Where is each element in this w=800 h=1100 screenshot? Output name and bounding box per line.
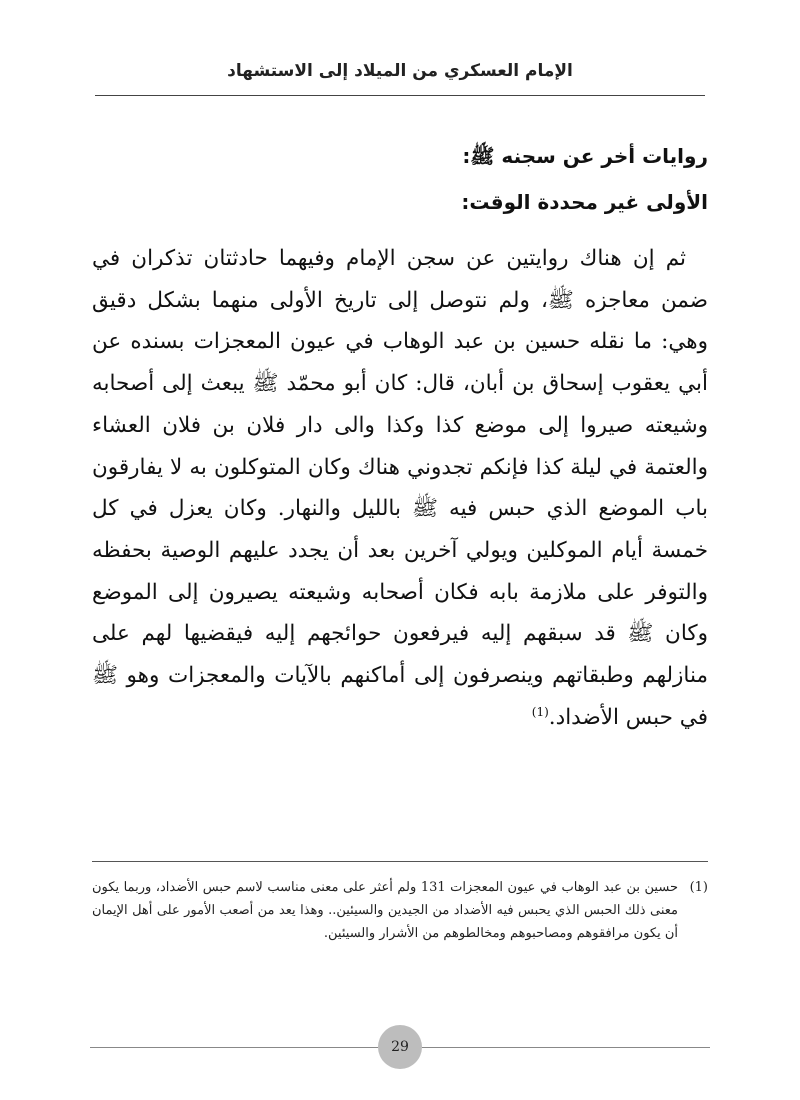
- section-heading: روايات أخر عن سجنه ﷺ:: [462, 144, 708, 168]
- sub-heading: الأولى غير محددة الوقت:: [461, 190, 708, 214]
- footer-rule-left: [90, 1047, 378, 1048]
- footnote: [92, 876, 708, 945]
- body-paragraph: [92, 238, 708, 738]
- footnote-divider: [92, 861, 708, 862]
- body-text: [92, 238, 708, 738]
- running-header: الإمام العسكري من الميلاد إلى الاستشهاد: [227, 61, 573, 81]
- footnote-text: حسين بن عبد الوهاب في عيون المعجزات 131 ولم أعثر على معنى مناسب لاسم حبس الأضداد، وربما يكون معنى ذلك الحبس الذي يحبس فيه الأضداد من الجيدين والسيئين.. وهذا يعد من أصعب الأمور على أهل الإيمان أن يكون مرافقوهم ومصاحبوهم ومخالطوهم من الأشرار والسيئين.: [92, 880, 678, 941]
- page-number-badge: 29: [378, 1025, 422, 1069]
- paragraph-text: ثم إن هناك روايتين عن سجن الإمام وفيهما حادثتان تذكران في ضمن معاجزه ﷺ، ولم نتوصل إلى تاريخ الأولى منهما بشكل دقيق وهي: ما نقله حسين بن عبد الوهاب في عيون المعجزات بسنده عن أبي يعقوب إسحاق بن أبان، قال: كان أبو محمّد ﷺ يبعث إلى أصحابه وشيعته صيروا إلى موضع كذا وكذا والى دار فلان بن فلان العشاء والعتمة في ليلة كذا فإنكم تجدوني هناك وكان المتوكلون به لا يفارقون باب الموضع الذي حبس فيه ﷺ بالليل والنهار. وكان يعزل في كل خمسة أيام الموكلين ويولي آخرين بعد أن يجدد عليهم الوصية بحفظه والتوفر على ملازمة بابه فكان أصحابه وشيعته يصيرون إلى الموضع وكان ﷺ قد سبقهم إليه فيرفعون حوائجهم إليه فيقضيها لهم على منازلهم وطبقاتهم وينصرفون إلى أماكنهم بالآيات والمعجزات وهو ﷺ في حبس الأضداد.: [92, 246, 708, 730]
- footnote-number: (1): [689, 880, 708, 895]
- header-divider: [95, 95, 705, 96]
- footer-rule-right: [422, 1047, 710, 1048]
- footnote-reference[interactable]: (1): [531, 704, 549, 719]
